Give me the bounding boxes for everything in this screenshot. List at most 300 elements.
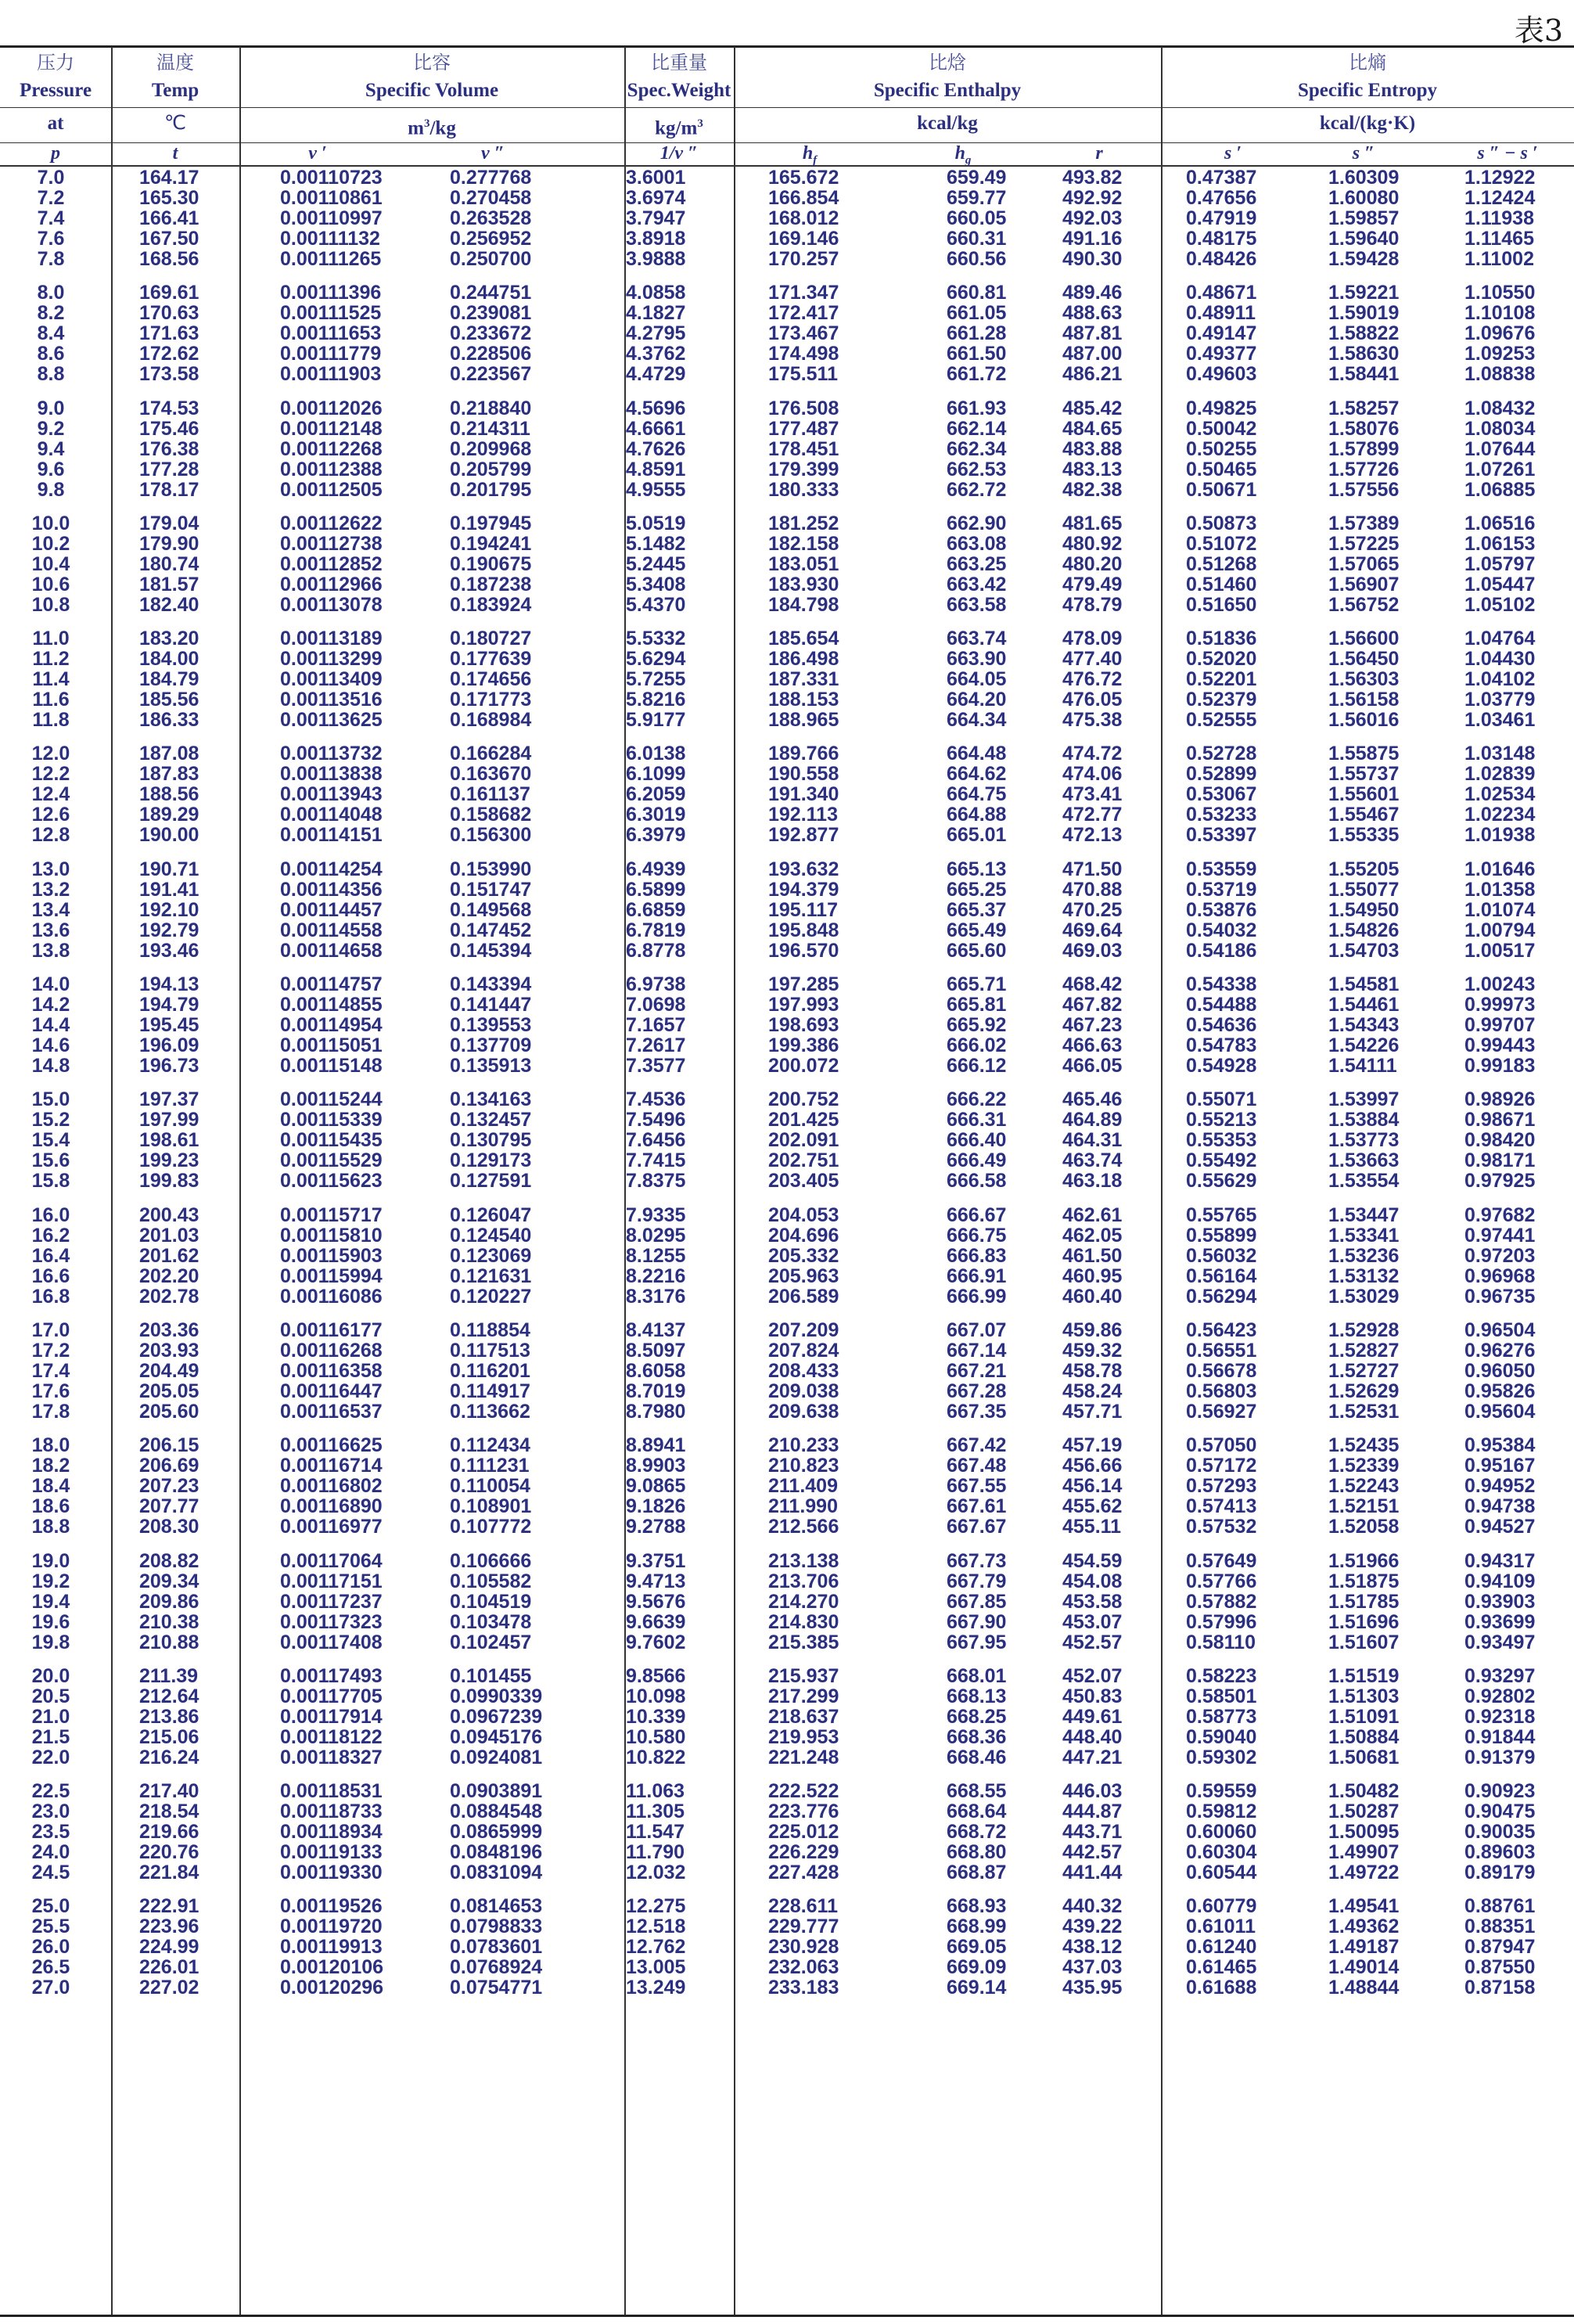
temperature-cell: 166.41 — [139, 207, 199, 229]
table-row — [0, 1707, 1574, 1727]
entropy-liquid-cell: 0.50255 — [1186, 437, 1257, 460]
enthalpy-vapor-cell: 664.20 — [947, 689, 1007, 711]
entropy-vapor-cell: 1.48844 — [1328, 1977, 1400, 1999]
specific-volume-vapor-cell: 0.166284 — [450, 743, 532, 765]
pressure-cell: 23.0 — [31, 1801, 70, 1823]
latent-heat-cell: 472.77 — [1062, 804, 1123, 826]
specific-weight-cell: 5.3408 — [626, 573, 686, 595]
table-row — [0, 323, 1574, 344]
specific-weight-cell: 5.5332 — [626, 628, 686, 650]
enthalpy-vapor-cell: 662.72 — [947, 478, 1007, 501]
specific-volume-vapor-cell: 0.132457 — [450, 1109, 532, 1131]
specific-weight-cell: 7.2617 — [626, 1034, 686, 1057]
entropy-difference-cell: 1.07644 — [1464, 437, 1536, 460]
entropy-difference-cell: 1.10108 — [1464, 302, 1536, 325]
specific-volume-vapor-cell: 0.117513 — [450, 1339, 530, 1362]
entropy-liquid-cell: 0.54186 — [1186, 939, 1257, 962]
specific-volume-liquid-cell: 0.00116177 — [280, 1318, 383, 1341]
header-enthalpy-unit: kcal/kg — [917, 113, 978, 134]
entropy-vapor-cell: 1.59221 — [1328, 282, 1400, 304]
specific-volume-vapor-cell: 0.228506 — [450, 343, 532, 365]
specific-volume-vapor-cell: 0.180727 — [450, 628, 532, 650]
temperature-cell: 184.79 — [139, 668, 199, 691]
pressure-cell: 17.2 — [31, 1339, 70, 1362]
entropy-liquid-cell: 0.59812 — [1186, 1801, 1257, 1823]
entropy-vapor-cell: 1.55737 — [1328, 763, 1400, 786]
specific-volume-vapor-cell: 0.0924081 — [450, 1746, 543, 1768]
entropy-vapor-cell: 1.51785 — [1328, 1590, 1400, 1613]
enthalpy-vapor-cell: 666.22 — [947, 1088, 1007, 1111]
entropy-difference-cell: 1.09253 — [1464, 343, 1536, 365]
enthalpy-liquid-cell: 223.776 — [768, 1801, 839, 1823]
pressure-cell: 18.2 — [31, 1455, 70, 1477]
temperature-cell: 212.64 — [139, 1685, 199, 1707]
entropy-vapor-cell: 1.49907 — [1328, 1841, 1400, 1864]
entropy-difference-cell: 0.98171 — [1464, 1149, 1536, 1172]
enthalpy-liquid-cell: 183.051 — [768, 552, 839, 575]
entropy-liquid-cell: 0.50465 — [1186, 458, 1257, 480]
entropy-vapor-cell: 1.54826 — [1328, 919, 1400, 941]
enthalpy-vapor-cell: 661.05 — [947, 302, 1007, 325]
specific-volume-liquid-cell: 0.00113299 — [280, 648, 383, 671]
entropy-vapor-cell: 1.53447 — [1328, 1203, 1400, 1226]
temperature-cell: 186.33 — [139, 709, 199, 732]
entropy-liquid-cell: 0.58501 — [1186, 1685, 1257, 1707]
table-row — [0, 1089, 1574, 1110]
enthalpy-vapor-cell: 665.71 — [947, 973, 1007, 996]
specific-volume-liquid-cell: 0.00113943 — [280, 783, 383, 806]
entropy-vapor-cell: 1.52243 — [1328, 1475, 1400, 1498]
latent-heat-cell: 444.87 — [1062, 1801, 1123, 1823]
specific-weight-cell: 11.547 — [626, 1821, 685, 1844]
latent-heat-cell: 461.50 — [1062, 1244, 1123, 1267]
specific-volume-vapor-cell: 0.103478 — [450, 1610, 532, 1633]
specific-volume-vapor-cell: 0.129173 — [450, 1149, 532, 1172]
temperature-cell: 206.15 — [139, 1434, 199, 1457]
enthalpy-vapor-cell: 663.25 — [947, 552, 1007, 575]
volume-unit-base: m — [408, 117, 424, 139]
table-row — [0, 513, 1574, 534]
entropy-vapor-cell: 1.53132 — [1328, 1265, 1400, 1287]
latent-heat-cell: 469.03 — [1062, 939, 1123, 962]
specific-weight-cell: 3.6974 — [626, 187, 686, 209]
specific-weight-cell: 9.3751 — [626, 1549, 686, 1572]
entropy-difference-cell: 0.93903 — [1464, 1590, 1536, 1613]
specific-volume-liquid-cell: 0.00115148 — [280, 1055, 383, 1077]
entropy-difference-cell: 0.99707 — [1464, 1014, 1536, 1037]
entropy-difference-cell: 0.87947 — [1464, 1936, 1536, 1959]
entropy-vapor-cell: 1.51696 — [1328, 1610, 1400, 1633]
enthalpy-liquid-cell: 189.766 — [768, 743, 839, 765]
entropy-vapor-cell: 1.58822 — [1328, 322, 1400, 345]
entropy-liquid-cell: 0.54928 — [1186, 1055, 1257, 1077]
latent-heat-cell: 483.88 — [1062, 437, 1123, 460]
entropy-difference-cell: 0.93497 — [1464, 1631, 1536, 1653]
specific-weight-cell: 11.790 — [626, 1841, 685, 1864]
pressure-cell: 16.4 — [31, 1244, 70, 1267]
table-row — [0, 804, 1574, 825]
enthalpy-vapor-cell: 667.55 — [947, 1475, 1007, 1498]
specific-volume-liquid-cell: 0.00119720 — [280, 1916, 383, 1938]
header-weight-cn: 比重量 — [651, 52, 707, 74]
enthalpy-vapor-cell: 666.12 — [947, 1055, 1007, 1077]
pressure-cell: 17.0 — [31, 1318, 70, 1341]
specific-volume-vapor-cell: 0.0945176 — [450, 1725, 543, 1748]
latent-heat-cell: 467.23 — [1062, 1014, 1123, 1037]
specific-weight-cell: 4.3762 — [626, 343, 686, 365]
specific-weight-cell: 6.1099 — [626, 763, 686, 786]
enthalpy-liquid-cell: 187.331 — [768, 668, 839, 691]
entropy-vapor-cell: 1.57899 — [1328, 437, 1400, 460]
temperature-cell: 215.06 — [139, 1725, 199, 1748]
entropy-vapor-cell: 1.52629 — [1328, 1380, 1400, 1402]
entropy-vapor-cell: 1.53029 — [1328, 1285, 1400, 1308]
specific-volume-liquid-cell: 0.00114457 — [280, 898, 383, 921]
table-row — [0, 1571, 1574, 1592]
entropy-liquid-cell: 0.52555 — [1186, 709, 1257, 732]
specific-weight-cell: 4.1827 — [626, 302, 686, 325]
entropy-difference-cell: 0.89603 — [1464, 1841, 1536, 1864]
specific-weight-cell: 8.1255 — [626, 1244, 686, 1267]
enthalpy-liquid-cell: 209.638 — [768, 1400, 839, 1423]
entropy-vapor-cell: 1.58441 — [1328, 363, 1400, 386]
pressure-cell: 14.2 — [31, 994, 70, 1016]
latent-heat-cell: 481.65 — [1062, 512, 1123, 534]
table-row — [0, 669, 1574, 689]
temperature-cell: 197.37 — [139, 1088, 199, 1111]
latent-heat-cell: 459.86 — [1062, 1318, 1123, 1341]
specific-weight-cell: 5.0519 — [626, 512, 686, 534]
entropy-liquid-cell: 0.59302 — [1186, 1746, 1257, 1768]
enthalpy-vapor-cell: 660.56 — [947, 248, 1007, 270]
specific-volume-liquid-cell: 0.00120296 — [280, 1977, 384, 1999]
temperature-cell: 210.88 — [139, 1631, 199, 1653]
table-body — [0, 167, 1574, 2012]
specific-volume-vapor-cell: 0.147452 — [450, 919, 532, 941]
specific-volume-liquid-cell: 0.00117237 — [280, 1590, 383, 1613]
pressure-cell: 12.6 — [31, 804, 70, 826]
entropy-vapor-cell: 1.56600 — [1328, 628, 1400, 650]
entropy-difference-cell: 1.04102 — [1464, 668, 1536, 691]
enthalpy-vapor-cell: 667.48 — [947, 1455, 1007, 1477]
temperature-cell: 203.36 — [139, 1318, 199, 1341]
pressure-cell: 22.5 — [31, 1780, 70, 1803]
enthalpy-vapor-cell: 661.28 — [947, 322, 1007, 345]
enthalpy-liquid-cell: 195.117 — [768, 898, 838, 921]
specific-volume-vapor-cell: 0.134163 — [450, 1088, 532, 1111]
enthalpy-liquid-cell: 213.138 — [768, 1549, 839, 1572]
pressure-cell: 17.6 — [31, 1380, 70, 1402]
temperature-cell: 178.17 — [139, 478, 199, 501]
enthalpy-liquid-cell: 219.953 — [768, 1725, 839, 1748]
entropy-liquid-cell: 0.61011 — [1186, 1916, 1256, 1938]
table-row — [0, 1320, 1574, 1340]
pressure-cell: 7.4 — [37, 207, 65, 229]
entropy-difference-cell: 0.88351 — [1464, 1916, 1536, 1938]
enthalpy-liquid-cell: 196.570 — [768, 939, 839, 962]
table-row — [0, 554, 1574, 574]
pressure-cell: 11.0 — [32, 628, 70, 650]
latent-heat-cell: 435.95 — [1062, 1977, 1123, 1999]
specific-volume-liquid-cell: 0.00112268 — [280, 437, 383, 460]
enthalpy-vapor-cell: 665.37 — [947, 898, 1007, 921]
enthalpy-liquid-cell: 184.798 — [768, 593, 839, 616]
specific-volume-liquid-cell: 0.00115903 — [280, 1244, 383, 1267]
temperature-cell: 205.60 — [139, 1400, 199, 1423]
latent-heat-cell: 471.50 — [1062, 858, 1123, 880]
entropy-difference-cell: 0.92802 — [1464, 1685, 1536, 1707]
enthalpy-vapor-cell: 666.49 — [947, 1149, 1007, 1172]
entropy-difference-cell: 1.05797 — [1464, 552, 1536, 575]
enthalpy-vapor-cell: 667.95 — [947, 1631, 1007, 1653]
enthalpy-liquid-cell: 218.637 — [768, 1705, 839, 1728]
enthalpy-vapor-cell: 668.13 — [947, 1685, 1007, 1707]
enthalpy-liquid-cell: 227.428 — [768, 1862, 839, 1884]
pressure-cell: 15.6 — [31, 1149, 70, 1172]
specific-weight-cell: 5.8216 — [626, 689, 686, 711]
entropy-vapor-cell: 1.57225 — [1328, 532, 1400, 555]
entropy-liquid-cell: 0.51650 — [1186, 593, 1257, 616]
pressure-cell: 8.4 — [37, 322, 65, 345]
table-row — [0, 1246, 1574, 1266]
pressure-cell: 13.0 — [31, 858, 70, 880]
enthalpy-liquid-cell: 217.299 — [768, 1685, 839, 1707]
enthalpy-liquid-cell: 213.706 — [768, 1570, 839, 1592]
enthalpy-liquid-cell: 180.333 — [768, 478, 839, 501]
pressure-cell: 18.8 — [31, 1516, 70, 1538]
specific-volume-liquid-cell: 0.00114048 — [280, 804, 383, 826]
entropy-liquid-cell: 0.51460 — [1186, 573, 1257, 595]
enthalpy-vapor-cell: 664.48 — [947, 743, 1007, 765]
enthalpy-vapor-cell: 663.42 — [947, 573, 1007, 595]
pressure-cell: 23.5 — [31, 1821, 70, 1844]
entropy-liquid-cell: 0.55899 — [1186, 1224, 1257, 1247]
row-group — [0, 1551, 1574, 1666]
table-row — [0, 1862, 1574, 1883]
header-enthalpy-symbol-2 — [904, 142, 1022, 167]
temperature-cell: 208.30 — [139, 1516, 199, 1538]
latent-heat-cell: 453.58 — [1062, 1590, 1123, 1613]
enthalpy-vapor-cell: 660.31 — [947, 228, 1007, 250]
specific-weight-cell: 7.4536 — [626, 1088, 686, 1111]
pressure-cell: 14.0 — [31, 973, 70, 996]
specific-volume-vapor-cell: 0.102457 — [450, 1631, 532, 1653]
enthalpy-vapor-cell: 664.34 — [947, 709, 1007, 732]
latent-heat-cell: 474.72 — [1062, 743, 1123, 765]
header-pressure-symbol: p — [51, 143, 60, 164]
specific-weight-cell: 7.0698 — [626, 994, 686, 1016]
specific-weight-cell: 5.7255 — [626, 668, 686, 691]
specific-volume-vapor-cell: 0.214311 — [450, 417, 530, 440]
entropy-difference-cell: 0.90923 — [1464, 1780, 1536, 1803]
enthalpy-liquid-cell: 200.072 — [768, 1055, 839, 1077]
enthalpy-vapor-cell: 664.75 — [947, 783, 1007, 806]
specific-weight-cell: 3.7947 — [626, 207, 686, 229]
entropy-vapor-cell: 1.52435 — [1328, 1434, 1400, 1457]
specific-weight-cell: 9.0865 — [626, 1475, 686, 1498]
specific-volume-liquid-cell: 0.00114855 — [280, 994, 383, 1016]
entropy-liquid-cell: 0.56032 — [1186, 1244, 1257, 1267]
specific-weight-cell: 6.7819 — [626, 919, 686, 941]
header-enthalpy-symbol-1 — [751, 142, 868, 167]
row-group — [0, 1320, 1574, 1435]
latent-heat-cell: 489.46 — [1062, 282, 1123, 304]
enthalpy-liquid-cell: 173.467 — [768, 322, 839, 345]
enthalpy-liquid-cell: 188.153 — [768, 689, 839, 711]
latent-heat-cell: 475.38 — [1062, 709, 1123, 732]
specific-weight-cell: 7.8375 — [626, 1170, 686, 1193]
specific-volume-liquid-cell: 0.00116268 — [280, 1339, 383, 1362]
latent-heat-cell: 463.18 — [1062, 1170, 1123, 1193]
specific-volume-liquid-cell: 0.00113189 — [280, 628, 383, 650]
latent-heat-cell: 488.63 — [1062, 302, 1123, 325]
entropy-difference-cell: 1.02234 — [1464, 804, 1536, 826]
enthalpy-liquid-cell: 212.566 — [768, 1516, 839, 1538]
table-row — [0, 1381, 1574, 1401]
temperature-cell: 168.56 — [139, 248, 199, 270]
row-group — [0, 513, 1574, 628]
temperature-cell: 209.34 — [139, 1570, 199, 1592]
latent-heat-cell: 438.12 — [1062, 1936, 1123, 1959]
enthalpy-vapor-cell: 660.81 — [947, 282, 1007, 304]
temperature-cell: 213.86 — [139, 1705, 199, 1728]
specific-weight-cell: 8.0295 — [626, 1224, 686, 1247]
specific-weight-cell: 5.1482 — [626, 532, 686, 555]
entropy-difference-cell: 1.09676 — [1464, 322, 1536, 345]
temperature-cell: 211.39 — [139, 1664, 199, 1687]
table-row — [0, 1727, 1574, 1747]
entropy-vapor-cell: 1.59428 — [1328, 248, 1400, 270]
latent-heat-cell: 457.71 — [1062, 1400, 1123, 1423]
table-row — [0, 764, 1574, 784]
entropy-liquid-cell: 0.50042 — [1186, 417, 1257, 440]
entropy-vapor-cell: 1.50681 — [1328, 1746, 1400, 1768]
table-row — [0, 1035, 1574, 1056]
pressure-cell: 17.8 — [31, 1400, 70, 1423]
specific-volume-vapor-cell: 0.270458 — [450, 187, 532, 209]
header-weight-symbol: 1/v ″ — [659, 143, 699, 164]
entropy-liquid-cell: 0.56551 — [1186, 1339, 1257, 1362]
specific-volume-vapor-cell: 0.118854 — [450, 1318, 530, 1341]
pressure-cell: 12.4 — [31, 783, 70, 806]
table-row — [0, 1842, 1574, 1862]
specific-volume-liquid-cell: 0.00115994 — [280, 1265, 383, 1287]
entropy-difference-cell: 0.90035 — [1464, 1821, 1536, 1844]
latent-heat-cell: 460.95 — [1062, 1265, 1123, 1287]
specific-volume-liquid-cell: 0.00115717 — [280, 1203, 383, 1226]
enthalpy-vapor-cell: 668.93 — [947, 1895, 1007, 1918]
entropy-difference-cell: 0.99973 — [1464, 994, 1536, 1016]
temperature-cell: 183.20 — [139, 628, 199, 650]
temperature-cell: 193.46 — [139, 939, 199, 962]
enthalpy-liquid-cell: 215.937 — [768, 1664, 839, 1687]
enthalpy-liquid-cell: 233.183 — [768, 1977, 839, 1999]
enthalpy-vapor-cell: 664.88 — [947, 804, 1007, 826]
enthalpy-liquid-cell: 211.409 — [768, 1475, 838, 1498]
latent-heat-cell: 478.79 — [1062, 593, 1123, 616]
specific-volume-liquid-cell: 0.00115244 — [280, 1088, 383, 1111]
header-entropy-cn: 比熵 — [1349, 52, 1386, 74]
temperature-cell: 199.83 — [139, 1170, 199, 1193]
latent-heat-cell: 457.19 — [1062, 1434, 1123, 1457]
enthalpy-liquid-cell: 198.693 — [768, 1014, 839, 1037]
latent-heat-cell: 437.03 — [1062, 1956, 1123, 1979]
pressure-cell: 15.8 — [31, 1170, 70, 1193]
pressure-cell: 19.0 — [31, 1549, 70, 1572]
specific-volume-liquid-cell: 0.00114757 — [280, 973, 383, 996]
specific-volume-vapor-cell: 0.141447 — [450, 994, 532, 1016]
enthalpy-vapor-cell: 668.46 — [947, 1746, 1007, 1768]
enthalpy-liquid-cell: 232.063 — [768, 1956, 839, 1979]
specific-volume-liquid-cell: 0.00112852 — [280, 552, 383, 575]
entropy-liquid-cell: 0.57413 — [1186, 1495, 1257, 1518]
header-entropy-en: Specific Entropy — [1297, 80, 1437, 101]
entropy-liquid-cell: 0.52728 — [1186, 743, 1257, 765]
temperature-cell: 196.73 — [139, 1055, 199, 1077]
entropy-liquid-cell: 0.52201 — [1186, 668, 1257, 691]
latent-heat-cell: 456.14 — [1062, 1475, 1123, 1498]
temperature-cell: 192.10 — [139, 898, 199, 921]
header-volume-symbol-1: v ′ — [308, 143, 327, 164]
header-temp-en: Temp — [151, 80, 199, 101]
enthalpy-vapor-cell: 667.07 — [947, 1318, 1007, 1341]
latent-heat-cell: 485.42 — [1062, 397, 1123, 419]
entropy-liquid-cell: 0.57882 — [1186, 1590, 1257, 1613]
pressure-cell: 17.4 — [31, 1359, 70, 1382]
temperature-cell: 179.04 — [139, 512, 199, 534]
entropy-vapor-cell: 1.52151 — [1328, 1495, 1400, 1518]
entropy-liquid-cell: 0.53559 — [1186, 858, 1257, 880]
enthalpy-liquid-cell: 193.632 — [768, 858, 839, 880]
enthalpy-vapor-cell: 669.05 — [947, 1936, 1007, 1959]
entropy-vapor-cell: 1.58257 — [1328, 397, 1400, 419]
table-row — [0, 1150, 1574, 1171]
pressure-cell: 9.2 — [37, 417, 65, 440]
enthalpy-vapor-cell: 664.62 — [947, 763, 1007, 786]
specific-volume-vapor-cell: 0.250700 — [450, 248, 532, 270]
temperature-cell: 205.05 — [139, 1380, 199, 1402]
pressure-cell: 20.0 — [31, 1664, 70, 1687]
entropy-liquid-cell: 0.53719 — [1186, 878, 1257, 901]
entropy-liquid-cell: 0.56927 — [1186, 1400, 1257, 1423]
latent-heat-cell: 450.83 — [1062, 1685, 1123, 1707]
specific-volume-vapor-cell: 0.104519 — [450, 1590, 532, 1613]
table-row — [0, 208, 1574, 228]
weight-unit-exponent: 3 — [697, 117, 703, 130]
entropy-vapor-cell: 1.52058 — [1328, 1516, 1400, 1538]
specific-volume-liquid-cell: 0.00115339 — [280, 1109, 383, 1131]
latent-heat-cell: 448.40 — [1062, 1725, 1123, 1748]
entropy-vapor-cell: 1.56907 — [1328, 573, 1400, 595]
specific-volume-liquid-cell: 0.00115051 — [280, 1034, 383, 1057]
specific-weight-cell: 12.518 — [626, 1916, 686, 1938]
enthalpy-vapor-cell: 667.85 — [947, 1590, 1007, 1613]
header-enthalpy-symbol-3: r — [1095, 143, 1103, 164]
pressure-cell: 25.0 — [31, 1895, 70, 1918]
temperature-cell: 201.62 — [139, 1244, 199, 1267]
pressure-cell: 24.0 — [31, 1841, 70, 1864]
table-row — [0, 743, 1574, 764]
table-row — [0, 628, 1574, 649]
latent-heat-cell: 455.62 — [1062, 1495, 1123, 1518]
enthalpy-vapor-cell: 666.83 — [947, 1244, 1007, 1267]
specific-volume-liquid-cell: 0.00119526 — [280, 1895, 383, 1918]
enthalpy-vapor-cell: 661.72 — [947, 363, 1007, 386]
table-row — [0, 1916, 1574, 1937]
latent-heat-cell: 476.72 — [1062, 668, 1123, 691]
specific-volume-liquid-cell: 0.00120106 — [280, 1956, 384, 1979]
pressure-cell: 13.2 — [31, 878, 70, 901]
